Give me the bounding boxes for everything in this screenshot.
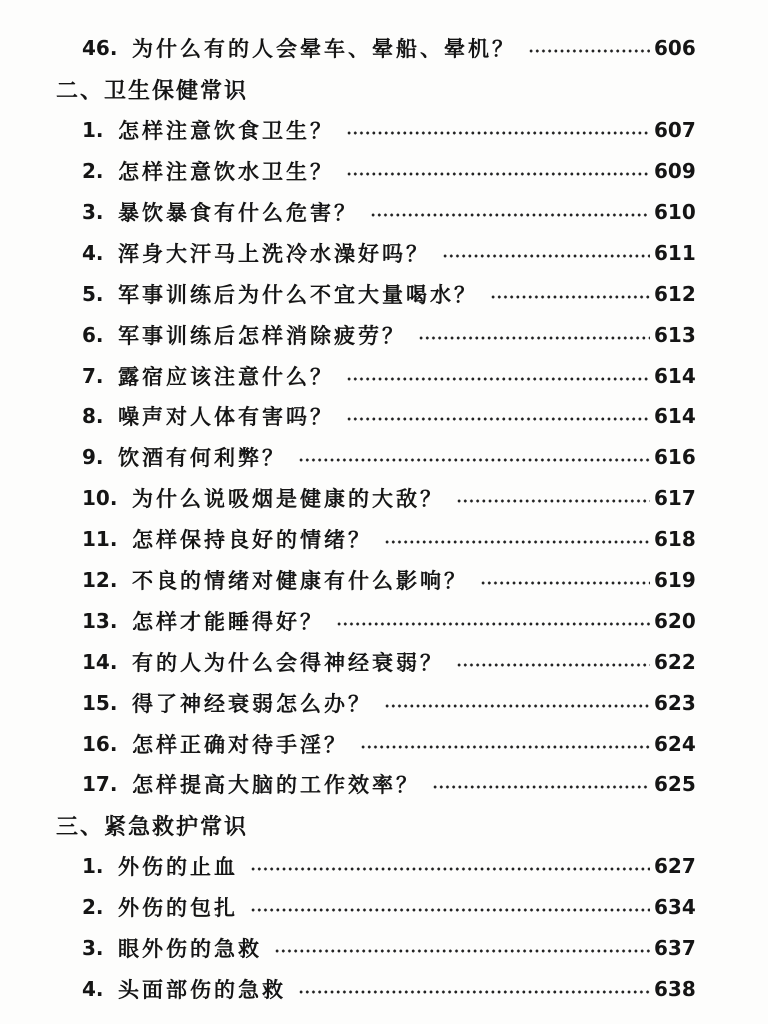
entry-title: 饮酒有何利弊？	[118, 445, 286, 471]
entry-number: 9.	[82, 445, 104, 470]
entry-title: 噪声对人体有害吗？	[118, 404, 334, 430]
toc-entry	[0, 887, 768, 928]
entry-number: 3.	[82, 936, 104, 961]
entry-page-number: 620	[654, 608, 696, 633]
dot-leader	[360, 745, 650, 749]
dot-leader	[346, 417, 650, 421]
toc-entry	[0, 355, 768, 396]
entry-page-number: 622	[654, 649, 696, 674]
entry-page-number: 637	[654, 936, 696, 961]
toc-entry	[0, 396, 768, 437]
entry-title: 暴饮暴食有什么危害？	[118, 200, 358, 225]
entry-title: 军事训练后怎样消除疲劳？	[118, 322, 406, 348]
entry-page-number: 607	[654, 118, 696, 143]
entry-page-number: 623	[654, 690, 696, 715]
entry-page-number: 616	[654, 445, 696, 470]
section-title: 二、卫生保健常识	[56, 77, 249, 104]
toc-entry	[0, 846, 768, 887]
dot-leader	[384, 540, 650, 544]
toc-entry	[0, 968, 768, 1009]
entry-page-number: 638	[654, 976, 696, 1001]
toc-entry	[0, 273, 768, 314]
entry-page-number: 625	[654, 772, 696, 797]
toc-entry	[0, 192, 768, 233]
dot-leader	[384, 704, 650, 708]
entry-page-number: 613	[654, 322, 696, 347]
toc-entry	[0, 437, 768, 478]
dot-leader	[442, 254, 650, 258]
entry-number: 14.	[82, 649, 118, 674]
entry-number: 11.	[82, 527, 118, 552]
dot-leader	[418, 336, 650, 340]
entry-page-number: 618	[654, 527, 696, 552]
entry-title: 怎样注意饮水卫生？	[118, 159, 334, 185]
toc-entry	[0, 560, 768, 601]
toc-entry	[0, 314, 768, 355]
entry-page-number: 614	[654, 404, 696, 429]
entry-number: 16.	[82, 731, 118, 756]
entry-title: 军事训练后为什么不宜大量喝水？	[118, 281, 478, 307]
entry-title: 怎样注意饮食卫生？	[118, 118, 334, 144]
entry-title: 头面部伤的急救	[118, 976, 286, 1002]
entry-number: 4.	[82, 240, 104, 265]
entry-title: 不良的情绪对健康有什么影响？	[132, 568, 468, 594]
toc-section-heading	[0, 805, 768, 846]
entry-title: 怎样正确对待手淫？	[132, 731, 348, 757]
entry-number: 5.	[82, 281, 104, 306]
entry-number: 3.	[82, 200, 104, 224]
toc-entry	[0, 682, 768, 723]
entry-title: 怎样保持良好的情绪？	[132, 527, 372, 553]
dot-leader	[480, 581, 650, 585]
entry-title: 怎样提高大脑的工作效率？	[132, 772, 420, 798]
entry-number: 4.	[82, 976, 104, 1001]
dot-leader	[298, 458, 650, 462]
entry-number: 2.	[82, 159, 104, 184]
entry-title: 露宿应该注意什么？	[118, 363, 334, 389]
entry-page-number: 617	[654, 486, 696, 511]
entry-number: 17.	[82, 772, 118, 797]
entry-page-number: 606	[654, 36, 696, 61]
entry-number: 15.	[82, 690, 118, 715]
dot-leader	[274, 949, 650, 953]
dot-leader	[456, 663, 650, 667]
toc-entry	[0, 723, 768, 764]
entry-title: 怎样才能睡得好？	[132, 608, 324, 634]
entry-title: 外伤的包扎	[118, 895, 238, 921]
dot-leader	[490, 295, 650, 299]
entry-number: 13.	[82, 608, 118, 633]
entry-page-number: 610	[654, 200, 696, 224]
entry-title: 浑身大汗马上洗冷水澡好吗？	[118, 240, 430, 266]
entry-number: 1.	[82, 118, 104, 143]
dot-leader	[346, 377, 650, 381]
entry-number: 12.	[82, 568, 118, 593]
table-of-contents	[0, 28, 768, 1009]
dot-leader	[298, 990, 650, 994]
entry-title: 得了神经衰弱怎么办？	[132, 690, 372, 716]
entry-page-number: 611	[654, 240, 696, 265]
dot-leader	[346, 172, 650, 176]
entry-title: 有的人为什么会得神经衰弱？	[132, 649, 444, 675]
toc-entry	[0, 110, 768, 151]
entry-number: 7.	[82, 363, 104, 388]
dot-leader	[432, 785, 650, 789]
dot-leader	[250, 908, 650, 912]
entry-page-number: 627	[654, 854, 696, 879]
entry-page-number: 624	[654, 731, 696, 756]
entry-page-number: 634	[654, 895, 696, 920]
entry-page-number: 612	[654, 281, 696, 306]
toc-entry	[0, 641, 768, 682]
dot-leader	[346, 131, 650, 135]
toc-entry	[0, 600, 768, 641]
entry-number: 10.	[82, 486, 118, 511]
toc-entry	[0, 28, 768, 69]
toc-entry	[0, 151, 768, 192]
toc-entry	[0, 478, 768, 519]
toc-section-heading	[0, 69, 768, 110]
entry-number: 6.	[82, 322, 104, 347]
toc-entry	[0, 232, 768, 273]
entry-title: 为什么有的人会晕车、晕船、晕机？	[132, 36, 516, 62]
entry-number: 2.	[82, 895, 104, 920]
entry-title: 外伤的止血	[118, 854, 238, 880]
entry-title: 眼外伤的急救	[118, 936, 262, 962]
section-title: 三、紧急救护常识	[56, 813, 249, 840]
toc-entry	[0, 928, 768, 969]
dot-leader	[370, 213, 650, 217]
entry-page-number: 614	[654, 363, 696, 388]
entry-title: 为什么说吸烟是健康的大敌？	[132, 486, 444, 512]
dot-leader	[456, 499, 650, 503]
entry-number: 8.	[82, 404, 104, 429]
toc-entry	[0, 519, 768, 560]
dot-leader	[528, 49, 650, 53]
dot-leader	[336, 622, 650, 626]
entry-number: 46.	[82, 36, 118, 61]
entry-page-number: 609	[654, 159, 696, 184]
entry-page-number: 619	[654, 568, 696, 593]
dot-leader	[250, 867, 650, 871]
toc-entry	[0, 764, 768, 805]
entry-number: 1.	[82, 854, 104, 879]
